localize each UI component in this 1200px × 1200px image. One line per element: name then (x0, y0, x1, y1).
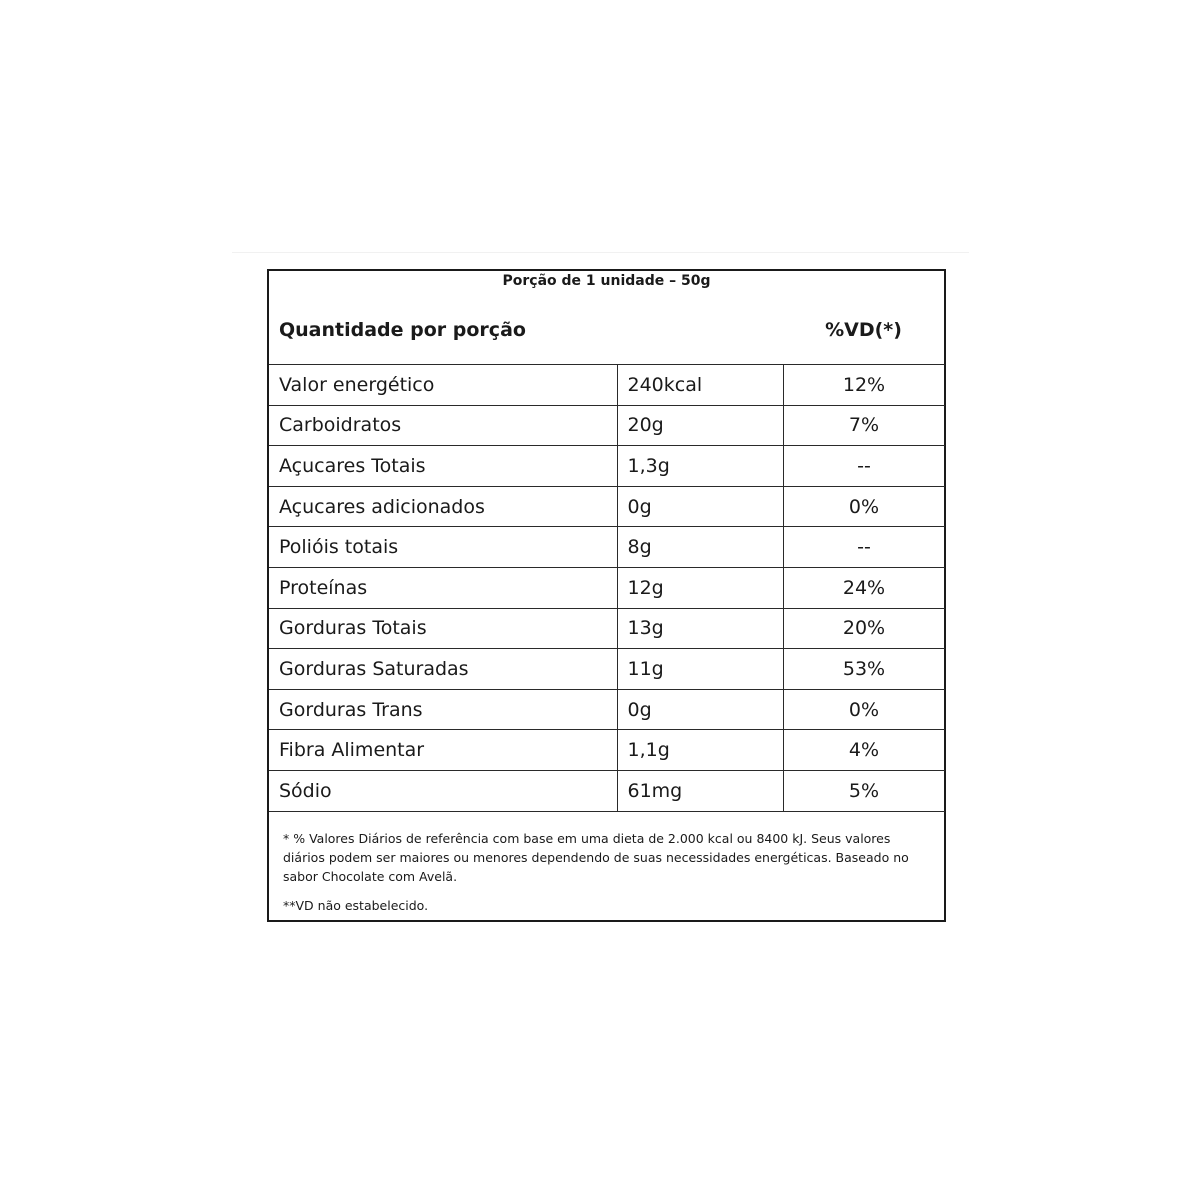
nutrient-name: Carboidratos (269, 405, 617, 446)
table-row (269, 608, 945, 649)
table-row (269, 486, 945, 527)
nutrient-daily-value: 7% (783, 405, 945, 446)
nutrient-daily-value: 12% (783, 365, 945, 406)
table-header (269, 315, 944, 345)
nutrient-name: Açucares Totais (269, 446, 617, 487)
top-divider (232, 252, 969, 253)
nutrient-daily-value: 5% (783, 770, 945, 811)
nutrient-daily-value: -- (783, 527, 945, 568)
nutrient-daily-value: 53% (783, 649, 945, 690)
table-row (269, 365, 945, 406)
nutrition-table (269, 364, 945, 812)
nutrient-daily-value: 20% (783, 608, 945, 649)
footnote-vd-not-established: **VD não estabelecido. (283, 898, 429, 913)
nutrient-name: Açucares adicionados (269, 486, 617, 527)
nutrition-facts-label (267, 269, 946, 922)
nutrient-amount: 13g (617, 608, 783, 649)
nutrition-table-body (269, 365, 945, 812)
nutrient-amount: 1,1g (617, 730, 783, 771)
nutrient-daily-value: 0% (783, 486, 945, 527)
nutrient-amount: 1,3g (617, 446, 783, 487)
table-row (269, 527, 945, 568)
nutrient-name: Valor energético (269, 365, 617, 406)
nutrient-daily-value: -- (783, 446, 945, 487)
nutrient-name: Sódio (269, 770, 617, 811)
table-row (269, 730, 945, 771)
table-row (269, 446, 945, 487)
nutrient-name: Gorduras Saturadas (269, 649, 617, 690)
nutrient-amount: 11g (617, 649, 783, 690)
nutrient-name: Polióis totais (269, 527, 617, 568)
nutrient-name: Gorduras Totais (269, 608, 617, 649)
header-daily-value: %VD(*) (825, 319, 902, 341)
nutrient-amount: 20g (617, 405, 783, 446)
nutrient-name: Fibra Alimentar (269, 730, 617, 771)
table-row (269, 567, 945, 608)
nutrient-amount: 8g (617, 527, 783, 568)
table-row (269, 405, 945, 446)
footnote-daily-values: * % Valores Diários de referência com base em uma dieta de 2.000 kcal ou 8400 kJ. Seus valores diários podem ser maiores ou menores dependendo de suas necessidades energéticas. Baseado no sabor Chocolate com Avelã. (283, 831, 909, 884)
header-quantity: Quantidade por porção (279, 319, 526, 341)
nutrient-amount: 61mg (617, 770, 783, 811)
portion-size: Porção de 1 unidade – 50g (502, 273, 711, 289)
table-row (269, 770, 945, 811)
nutrient-daily-value: 0% (783, 689, 945, 730)
nutrient-name: Gorduras Trans (269, 689, 617, 730)
table-row (269, 649, 945, 690)
table-row (269, 689, 945, 730)
nutrient-daily-value: 4% (783, 730, 945, 771)
nutrient-amount: 12g (617, 567, 783, 608)
nutrient-amount: 0g (617, 689, 783, 730)
nutrient-daily-value: 24% (783, 567, 945, 608)
nutrient-amount: 240kcal (617, 365, 783, 406)
nutrient-name: Proteínas (269, 567, 617, 608)
nutrient-amount: 0g (617, 486, 783, 527)
